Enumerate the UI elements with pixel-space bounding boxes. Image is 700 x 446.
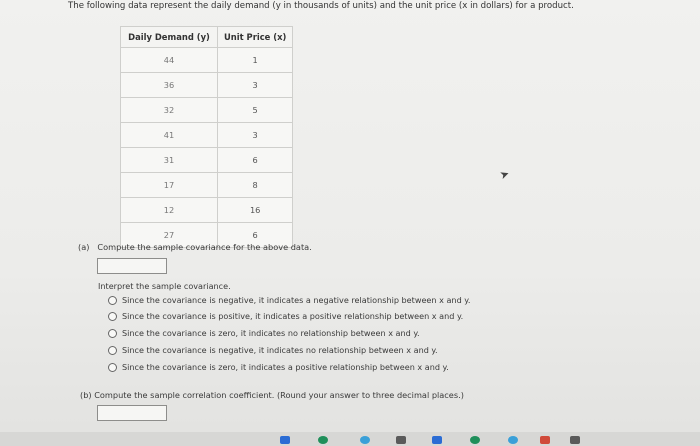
taskbar-app-icon[interactable] [396, 436, 406, 444]
price-cell: 6 [218, 148, 293, 173]
problem-intro: The following data represent the daily demand (y in thousands of units) and the unit price (x in dollars) for a product. [68, 1, 574, 11]
option-label: Since the covariance is zero, it indicates a positive relationship between x and y. [122, 362, 449, 372]
price-cell: 8 [218, 173, 293, 198]
price-cell: 3 [218, 73, 293, 98]
price-cell: 3 [218, 123, 293, 148]
covariance-answer-input[interactable] [97, 258, 167, 274]
radio-button[interactable] [108, 296, 117, 305]
taskbar-app-icon[interactable] [432, 436, 442, 444]
taskbar-app-icon[interactable] [540, 436, 550, 444]
demand-cell: 44 [121, 48, 218, 73]
demand-cell: 31 [121, 148, 218, 173]
demand-cell: 27 [121, 223, 218, 248]
radio-button[interactable] [108, 346, 117, 355]
demand-cell: 32 [121, 98, 218, 123]
interpret-option-2[interactable] [108, 311, 463, 321]
interpret-option-4[interactable] [108, 345, 438, 355]
table-row [121, 98, 293, 123]
table-row [121, 123, 293, 148]
table-row [121, 73, 293, 98]
price-cell: 1 [218, 48, 293, 73]
option-label: Since the covariance is negative, it indicates a negative relationship between x and y. [122, 295, 471, 305]
option-label: Since the covariance is zero, it indicates no relationship between x and y. [122, 328, 420, 338]
price-cell: 16 [218, 198, 293, 223]
table-row [121, 48, 293, 73]
demand-cell: 12 [121, 198, 218, 223]
table-row [121, 148, 293, 173]
column-header-price: Unit Price (x) [218, 27, 293, 48]
table-row [121, 198, 293, 223]
taskbar [0, 432, 700, 446]
correlation-answer-input[interactable] [97, 405, 167, 421]
interpret-option-3[interactable] [108, 328, 420, 338]
part-b-label: (b) [80, 390, 92, 400]
taskbar-app-icon[interactable] [360, 436, 370, 444]
part-b-question [80, 390, 464, 400]
demand-cell: 36 [121, 73, 218, 98]
part-a-label: (a) [78, 242, 90, 252]
mouse-cursor-icon: ➤ [498, 166, 512, 183]
part-b-prompt: Compute the sample correlation coefficient. (Round your answer to three decimal places.) [94, 390, 464, 400]
demand-cell: 17 [121, 173, 218, 198]
taskbar-app-icon[interactable] [508, 436, 518, 444]
column-header-demand: Daily Demand (y) [121, 27, 218, 48]
table-row [121, 173, 293, 198]
price-cell: 5 [218, 98, 293, 123]
radio-button[interactable] [108, 363, 117, 372]
option-label: Since the covariance is negative, it indicates no relationship between x and y. [122, 345, 438, 355]
table-header-row [121, 27, 293, 48]
option-label: Since the covariance is positive, it indicates a positive relationship between x and y. [122, 311, 464, 321]
demand-cell: 41 [121, 123, 218, 148]
taskbar-app-icon[interactable] [470, 436, 480, 444]
part-a-prompt: Compute the sample covariance for the above data. [97, 242, 312, 252]
part-a-question [78, 242, 312, 252]
interpret-option-5[interactable] [108, 362, 449, 372]
interpret-heading: Interpret the sample covariance. [98, 281, 231, 291]
interpret-option-1[interactable] [108, 295, 470, 305]
taskbar-app-icon[interactable] [570, 436, 580, 444]
data-table [120, 26, 293, 248]
taskbar-app-icon[interactable] [318, 436, 328, 444]
price-cell: 6 [218, 223, 293, 248]
radio-button[interactable] [108, 329, 117, 338]
radio-button[interactable] [108, 312, 117, 321]
taskbar-app-icon[interactable] [280, 436, 290, 444]
